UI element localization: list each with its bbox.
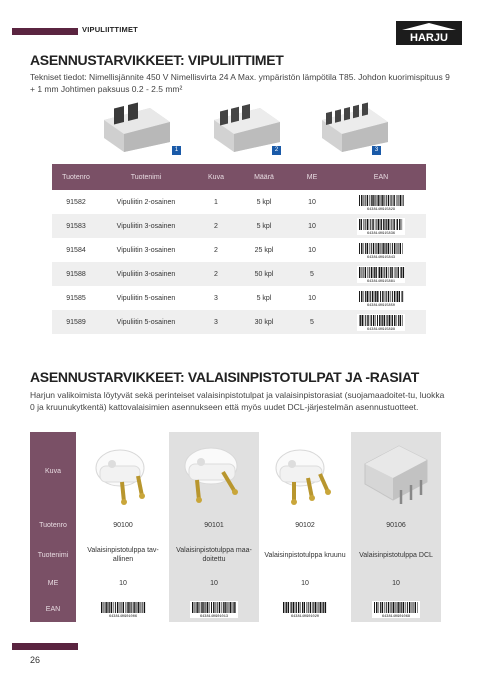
ean-barcode bbox=[357, 290, 405, 307]
cell-maara: 50 kpl bbox=[240, 262, 288, 286]
cell-kuva: 1 bbox=[214, 198, 218, 206]
cell-me: 10 bbox=[308, 246, 316, 254]
ean-barcode bbox=[357, 194, 405, 211]
cell-name: Vipuliitin 3-osainen bbox=[100, 214, 192, 238]
cell-kuva: 3 bbox=[192, 310, 240, 334]
table-row bbox=[52, 190, 426, 214]
cell-ean bbox=[336, 214, 426, 238]
product-me: 10 bbox=[301, 579, 309, 587]
ean-barcode bbox=[357, 266, 405, 283]
image-number-badge: 2 bbox=[272, 146, 281, 155]
ean-barcode bbox=[281, 601, 329, 618]
cell-nro: 91588 bbox=[52, 262, 100, 286]
plug-dcl-image bbox=[359, 438, 433, 510]
lever-connector-2-image bbox=[100, 102, 174, 152]
cell-nro: 91583 bbox=[52, 214, 100, 238]
table-row bbox=[52, 262, 426, 286]
cell-kuva: 2 bbox=[192, 214, 240, 238]
section2-text: Harjun valikoimista löytyvät sekä perinteiset valaisinpistotulpat ja valaisinpistorasiat (suojamaadoitet-tu, luokka 0 ja kruunukytkentä) kattovalaisimien asennukseen että myös uudet DCL-järjestelmän asennustuotteet. bbox=[30, 390, 445, 412]
product-number: 90100 bbox=[113, 521, 133, 529]
product-name: Valaisinpistotulppa maa-doitettu bbox=[176, 547, 252, 563]
ean-barcode bbox=[190, 601, 238, 618]
cell-me: 10 bbox=[308, 198, 316, 206]
cell-ean bbox=[336, 286, 426, 310]
product-ean bbox=[260, 596, 350, 622]
section2-title: ASENNUSTARVIKKEET: VALAISINPISTOTULPAT JA -RASIAT bbox=[30, 369, 419, 385]
image-number-badge: 3 bbox=[372, 146, 381, 155]
ean-barcode bbox=[357, 218, 405, 235]
product-name: Valaisinpistotulppa tav-allinen bbox=[87, 547, 159, 563]
section1-title: ASENNUSTARVIKKEET: VIPULIITTIMET bbox=[30, 52, 284, 68]
row-label-me: ME bbox=[30, 570, 76, 596]
ean-barcode bbox=[372, 601, 420, 618]
cell-name: Vipuliitin 3-osainen bbox=[116, 246, 176, 254]
product-me: 10 bbox=[119, 579, 127, 587]
cell-kuva: 3 bbox=[214, 294, 218, 302]
cell-nro: 91589 bbox=[52, 310, 100, 334]
brand-text: HARJU bbox=[410, 32, 448, 44]
ean-barcode bbox=[99, 601, 147, 618]
product-column bbox=[169, 432, 259, 622]
product-me: 10 bbox=[210, 579, 218, 587]
column-header: Tuotenimi bbox=[100, 164, 192, 190]
product-name: Valaisinpistotulppa kruunu bbox=[264, 551, 346, 559]
cell-me: 10 bbox=[288, 214, 336, 238]
product-number: 90106 bbox=[386, 521, 406, 529]
column-header: Määrä bbox=[240, 164, 288, 190]
plug-standard-image bbox=[86, 438, 160, 510]
table-row bbox=[52, 310, 426, 334]
product-number: 90101 bbox=[204, 521, 224, 529]
row-label-kuva: Kuva bbox=[30, 432, 76, 510]
row-label-ean: EAN bbox=[30, 596, 76, 622]
cell-ean bbox=[336, 190, 426, 214]
cell-kuva: 2 bbox=[192, 262, 240, 286]
cell-name: Vipuliitin 5-osainen bbox=[100, 310, 192, 334]
cell-kuva: 2 bbox=[214, 246, 218, 254]
cell-nro: 91584 bbox=[66, 246, 86, 254]
product-number: 90102 bbox=[295, 521, 315, 529]
image-number-badge: 1 bbox=[172, 146, 181, 155]
cell-maara: 30 kpl bbox=[240, 310, 288, 334]
cell-maara: 5 kpl bbox=[240, 214, 288, 238]
ean-digits: 6438140901013 bbox=[199, 614, 229, 618]
row-label-tuotenimi: Tuotenimi bbox=[30, 540, 76, 570]
lever-connector-5-image bbox=[318, 102, 392, 152]
column-header: EAN bbox=[336, 164, 426, 190]
table-row bbox=[52, 238, 426, 262]
product-name: Valaisinpistotulppa DCL bbox=[359, 551, 433, 559]
cell-maara: 5 kpl bbox=[256, 294, 272, 302]
product-column bbox=[351, 432, 441, 622]
ean-barcode bbox=[357, 314, 405, 331]
table-row bbox=[52, 214, 426, 238]
category-label: VIPULIITTIMET bbox=[82, 25, 138, 34]
ean-digits: 6438140915881 bbox=[366, 279, 396, 283]
plug-crown-image bbox=[268, 438, 342, 510]
ean-barcode bbox=[357, 242, 405, 259]
column-header: ME bbox=[288, 164, 336, 190]
product-me: 10 bbox=[392, 579, 400, 587]
product-column bbox=[260, 432, 350, 622]
ean-digits: 6438140915829 bbox=[366, 207, 396, 211]
lever-connector-3-image bbox=[210, 102, 284, 152]
page-number: 26 bbox=[30, 655, 41, 665]
table-row bbox=[52, 286, 426, 310]
ean-digits: 6438140901006 bbox=[108, 614, 138, 618]
cell-me: 5 bbox=[288, 310, 336, 334]
bottom-accent-bar bbox=[12, 643, 78, 650]
ean-digits: 6438140901020 bbox=[290, 614, 320, 618]
harju-logo bbox=[396, 21, 462, 45]
section1-text: Tekniset tiedot: Nimellisjännite 450 V Nimellisvirta 24 A Max. ympäristön lämpötila T85. Johdon kuorimispituus 9 + 1 mm Johtimen paksuus 0.2 - 2.5 mm² bbox=[30, 72, 450, 94]
plug-grounded-image bbox=[177, 438, 251, 510]
table-header-row bbox=[52, 164, 426, 190]
cell-name: Vipuliitin 2-osainen bbox=[116, 198, 176, 206]
cell-name: Vipuliitin 5-osainen bbox=[116, 294, 176, 302]
ean-digits: 6438140915850 bbox=[366, 303, 396, 307]
product-column bbox=[78, 432, 168, 622]
cell-me: 10 bbox=[308, 294, 316, 302]
product-ean bbox=[78, 596, 168, 622]
cell-ean bbox=[336, 262, 426, 286]
ean-digits: 6438140915836 bbox=[366, 231, 396, 235]
cell-name: Vipuliitin 3-osainen bbox=[100, 262, 192, 286]
product-ean bbox=[169, 596, 259, 622]
row-label-tuotenro: Tuotenro bbox=[30, 510, 76, 540]
column-header: Tuotenro bbox=[52, 164, 100, 190]
lever-connector-table bbox=[52, 164, 426, 334]
product-ean bbox=[351, 596, 441, 622]
ean-digits: 6438140915898 bbox=[366, 327, 396, 331]
cell-maara: 25 kpl bbox=[254, 246, 274, 254]
top-accent-bar bbox=[12, 28, 78, 35]
cell-nro: 91582 bbox=[66, 198, 86, 206]
cell-ean bbox=[336, 238, 426, 262]
cell-ean bbox=[336, 310, 426, 334]
ean-digits: 6438140901068 bbox=[381, 614, 411, 618]
cell-nro: 91585 bbox=[66, 294, 86, 302]
cell-me: 5 bbox=[288, 262, 336, 286]
ean-digits: 6438140915843 bbox=[366, 255, 396, 259]
column-header: Kuva bbox=[192, 164, 240, 190]
cell-maara: 5 kpl bbox=[256, 198, 272, 206]
